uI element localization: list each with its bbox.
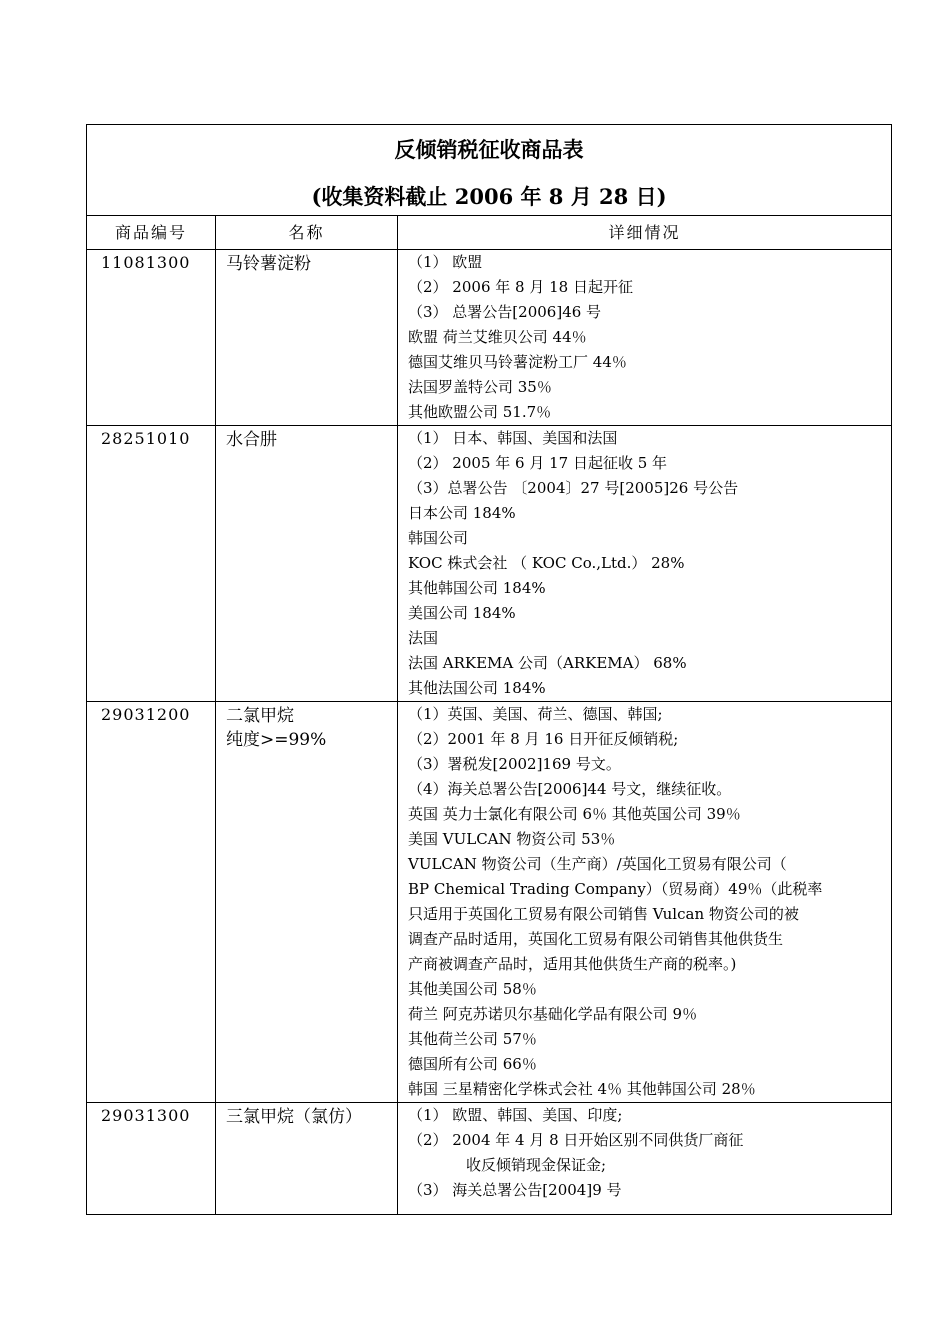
product-name-line: 水合肼 xyxy=(226,430,277,450)
detail-line: 产商被调查产品时，适用其他供货生产商的税率。) xyxy=(408,955,737,973)
detail-line: 法国罗盖特公司 35％ xyxy=(408,378,552,396)
detail-line: （4）海关总署公告[2006]44 号文，继续征收。 xyxy=(408,780,732,798)
table-row xyxy=(87,250,892,426)
detail-line: （1） 欧盟 xyxy=(408,253,483,271)
title-row xyxy=(87,125,892,216)
detail-line: 德国艾维贝马铃薯淀粉工厂 44％ xyxy=(408,353,627,371)
detail-line: 韩国公司 xyxy=(408,529,469,547)
detail-line: 美国 VULCAN 物资公司 53％ xyxy=(408,830,616,848)
detail-line: KOC 株式会社 （ KOC Co.,Ltd.） 28% xyxy=(408,554,685,572)
detail-line: 其他美国公司 58％ xyxy=(408,980,537,998)
product-code: 28251010 xyxy=(87,426,216,702)
tariff-table xyxy=(86,124,892,1215)
title-cell xyxy=(87,125,892,216)
detail-line: 欧盟 荷兰艾维贝公司 44％ xyxy=(408,328,587,346)
header-row xyxy=(87,216,892,250)
detail-line: 收反倾销现金保证金; xyxy=(466,1156,607,1174)
detail-line: 其他法国公司 184% xyxy=(408,679,546,697)
product-details xyxy=(398,250,892,426)
header-code: 商品编号 xyxy=(87,216,216,250)
document-subtitle: (收集资料截止 2006 年 8 月 28 日) xyxy=(311,184,667,209)
product-name xyxy=(216,250,398,426)
detail-line: BP Chemical Trading Company）（贸易商）49％（此税率 xyxy=(408,880,823,898)
table-row xyxy=(87,1103,892,1215)
detail-line: 荷兰 阿克苏诺贝尔基础化学品有限公司 9％ xyxy=(408,1005,698,1023)
product-details xyxy=(398,702,892,1103)
product-name-line: 纯度>=99% xyxy=(226,730,327,750)
product-details xyxy=(398,1103,892,1215)
header-details: 详细情况 xyxy=(398,216,892,250)
detail-line: 法国 xyxy=(408,629,439,647)
detail-line: 调查产品时适用，英国化工贸易有限公司销售其他供货生 xyxy=(408,930,784,948)
table-row xyxy=(87,426,892,702)
detail-line: （2）2001 年 8 月 16 日开征反倾销税; xyxy=(408,730,679,748)
detail-line: 日本公司 184% xyxy=(408,504,516,522)
detail-line: （3） 海关总署公告[2004]9 号 xyxy=(408,1181,622,1199)
table-row xyxy=(87,702,892,1103)
product-code: 29031200 xyxy=(87,702,216,1103)
detail-line: 只适用于英国化工贸易有限公司销售 Vulcan 物资公司的被 xyxy=(408,905,799,923)
detail-line: 其他欧盟公司 51.7％ xyxy=(408,403,552,421)
product-name xyxy=(216,426,398,702)
detail-line: （3）总署公告 〔2004〕27 号[2005]26 号公告 xyxy=(408,479,739,497)
document-title: 反倾销税征收商品表 xyxy=(394,137,584,162)
detail-line: （1） 欧盟、韩国、美国、印度; xyxy=(408,1106,623,1124)
detail-line: 英国 英力士氯化有限公司 6％ 其他英国公司 39％ xyxy=(408,805,741,823)
detail-line: （3）署税发[2002]169 号文。 xyxy=(408,755,621,773)
detail-line: 法国 ARKEMA 公司（ARKEMA） 68% xyxy=(408,654,687,672)
detail-line: 美国公司 184% xyxy=(408,604,516,622)
product-name-line: 马铃薯淀粉 xyxy=(226,254,311,274)
product-code: 11081300 xyxy=(87,250,216,426)
product-name xyxy=(216,1103,398,1215)
product-name xyxy=(216,702,398,1103)
detail-line: （3） 总署公告[2006]46 号 xyxy=(408,303,602,321)
detail-line: （1） 日本、韩国、美国和法国 xyxy=(408,429,618,447)
product-details xyxy=(398,426,892,702)
product-code: 29031300 xyxy=(87,1103,216,1215)
detail-line: （2） 2006 年 8 月 18 日起开征 xyxy=(408,278,633,296)
detail-line: VULCAN 物资公司（生产商）/英国化工贸易有限公司（ xyxy=(408,855,787,873)
detail-line: 韩国 三星精密化学株式会社 4％ 其他韩国公司 28％ xyxy=(408,1080,756,1098)
detail-line: （2） 2004 年 4 月 8 日开始区别不同供货厂商征 xyxy=(408,1131,744,1149)
product-name-line: 三氯甲烷（氯仿） xyxy=(226,1107,362,1127)
detail-line: （2） 2005 年 6 月 17 日起征收 5 年 xyxy=(408,454,668,472)
product-name-line: 二氯甲烷 xyxy=(226,706,294,726)
detail-line: 其他韩国公司 184% xyxy=(408,579,546,597)
header-name: 名称 xyxy=(216,216,398,250)
detail-line: 其他荷兰公司 57％ xyxy=(408,1030,537,1048)
detail-line: （1）英国、美国、荷兰、德国、韩国; xyxy=(408,705,663,723)
detail-line: 德国所有公司 66％ xyxy=(408,1055,537,1073)
